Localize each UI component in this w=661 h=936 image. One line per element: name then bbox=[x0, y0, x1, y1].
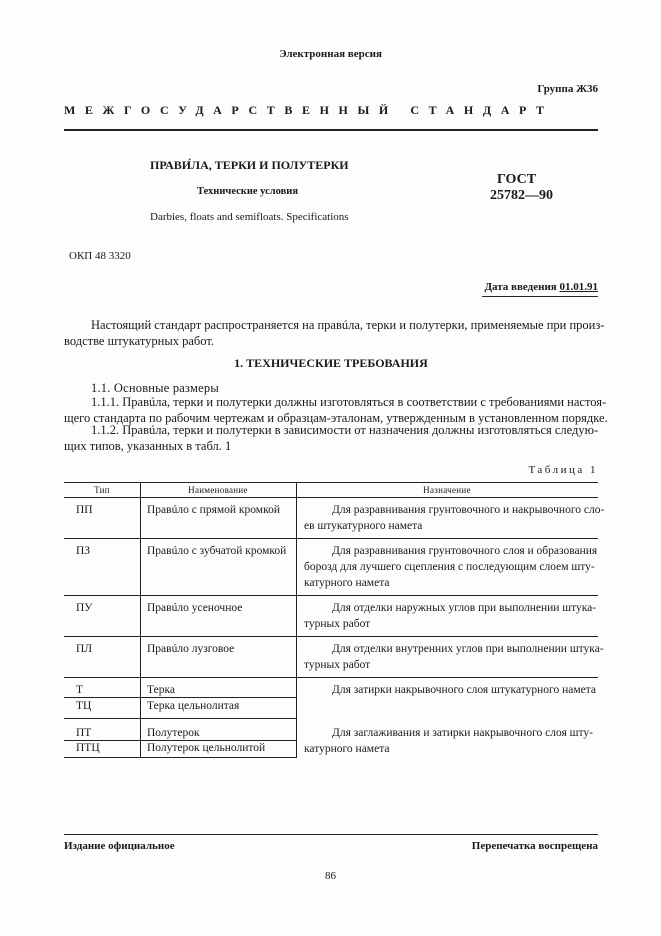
electronic-version-label: Электронная версия bbox=[279, 48, 382, 60]
table-header-type: Тип bbox=[94, 485, 110, 495]
row-name: Терка цельнолитая bbox=[147, 700, 240, 712]
clause-1-1: 1.1. Основные размеры bbox=[91, 381, 219, 395]
introduction-date-underline bbox=[482, 296, 598, 297]
introduction-date-label: Дата введения bbox=[484, 281, 557, 293]
english-title: Darbies, floats and semifloats. Specifications bbox=[150, 211, 349, 223]
row-purpose: Для разравнивания грунтовочного слоя и образования борозд для лучшего сцепления с последующим слоем шту- катурного намета bbox=[304, 545, 598, 589]
row-name: Правúло с прямой кромкой bbox=[147, 504, 280, 516]
table-caption: Таблица 1 bbox=[528, 464, 598, 476]
row-type: ПТ bbox=[76, 727, 92, 739]
interstate-standard-banner: МЕЖГОСУДАРСТВЕННЫЙ СТАНДАРТ bbox=[64, 103, 554, 117]
group-code: Группа Ж36 bbox=[537, 83, 598, 95]
page-number: 86 bbox=[325, 870, 336, 882]
header-rule bbox=[64, 129, 598, 131]
section-heading: 1. ТЕХНИЧЕСКИЕ ТРЕБОВАНИЯ bbox=[234, 356, 428, 370]
document-title: ПРАВИ́ЛА, ТЕРКИ И ПОЛУТЕРКИ bbox=[150, 158, 349, 172]
gost-label: ГОСТ bbox=[497, 172, 537, 187]
row-type: Т bbox=[76, 684, 84, 696]
row-type: ПП bbox=[76, 504, 93, 516]
row-name: Правúло с зубчатой кромкой bbox=[147, 545, 287, 557]
clause-1-1-2: 1.1.2. Правúла, терки и полутерки в зависимости от назначения должны изготовляться следую- щих типов, указанных в табл. 1 bbox=[64, 423, 599, 453]
introduction-date-value: 01.01.91 bbox=[559, 281, 598, 293]
row-purpose: Для заглаживания и затирки накрывочного слоя шту- катурного намета bbox=[304, 727, 593, 755]
table-header-purpose: Назначение bbox=[423, 485, 471, 495]
footer-rule bbox=[64, 834, 598, 835]
row-name: Полутерок bbox=[147, 727, 200, 739]
reprint-prohibited: Перепечатка воспрещена bbox=[471, 840, 598, 852]
row-purpose: Для отделки внутренних углов при выполнении штука- турных работ bbox=[304, 643, 604, 671]
row-type: ПЗ bbox=[76, 545, 91, 557]
row-name: Правúло лузговое bbox=[147, 643, 235, 655]
row-name: Терка bbox=[147, 684, 175, 696]
okp-code: ОКП 48 3320 bbox=[69, 250, 131, 262]
clause-1-1-1: 1.1.1. Правúла, терки и полутерки должны изготовляться в соответствии с требованиями настоя- щего стандарта по рабочим чертежам и образцам-эталонам, утвержденным в установленном порядке. bbox=[64, 395, 608, 425]
gost-number: 25782—90 bbox=[490, 188, 553, 203]
row-purpose: Для разравнивания грунтовочного и накрывочного сло- ев штукатурного намета bbox=[304, 504, 605, 532]
row-type: ПЛ bbox=[76, 643, 93, 655]
row-type: ПТЦ bbox=[76, 742, 100, 754]
row-name: Правúло усеночное bbox=[147, 602, 243, 614]
row-type: ТЦ bbox=[76, 700, 92, 712]
row-purpose: Для затирки накрывочного слоя штукатурного намета bbox=[332, 684, 596, 696]
row-purpose: Для отделки наружных углов при выполнении штука- турных работ bbox=[304, 602, 597, 630]
introduction-date bbox=[484, 281, 598, 293]
document-subtitle: Технические условия bbox=[197, 186, 299, 197]
scope-paragraph: Настоящий стандарт распространяется на правúла, терки и полутерки, применяемые при произ- водстве штукатурных работ. bbox=[64, 318, 605, 348]
official-edition: Издание официальное bbox=[64, 840, 175, 852]
row-name: Полутерок цельнолитой bbox=[147, 742, 266, 754]
row-type: ПУ bbox=[76, 602, 93, 614]
table-header-name: Наименование bbox=[188, 485, 248, 495]
